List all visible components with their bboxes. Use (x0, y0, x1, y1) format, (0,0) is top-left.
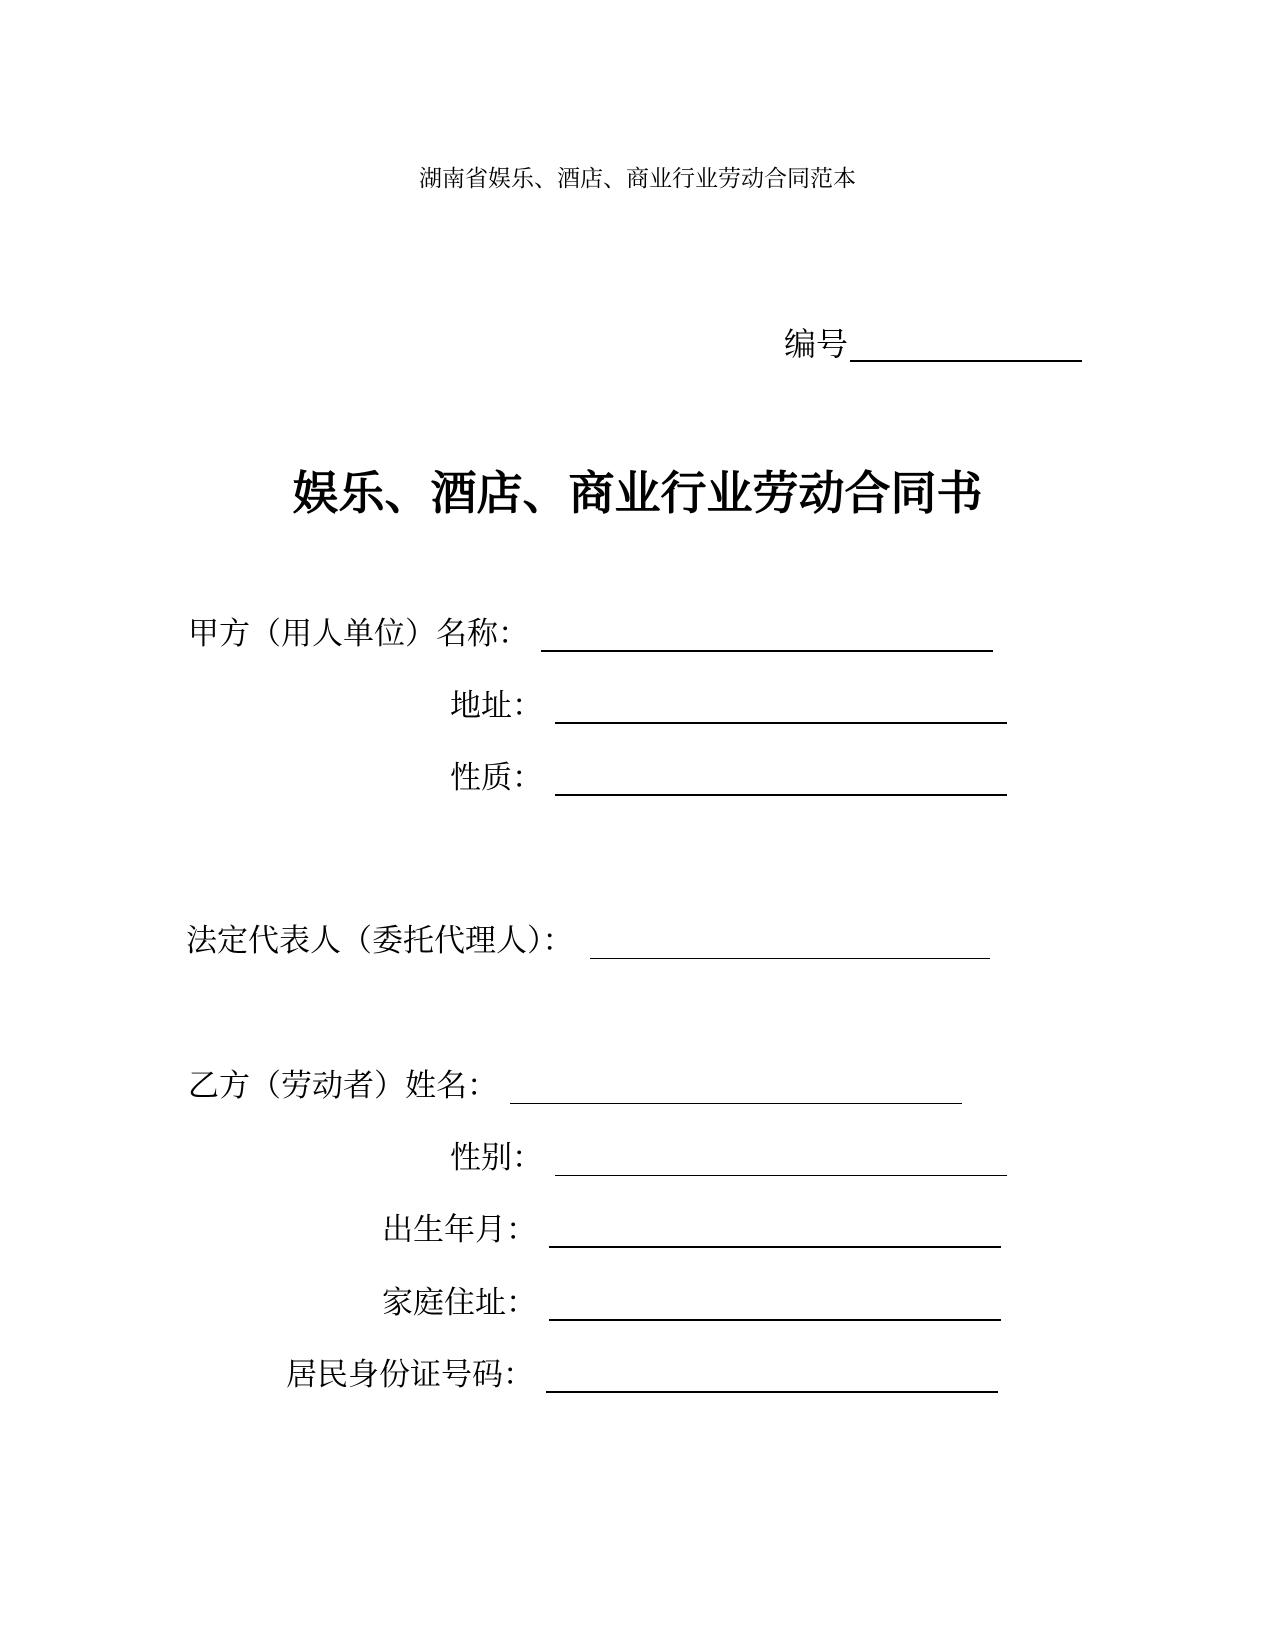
party-a-name-label: 甲方（用人单位）名称： (188, 616, 529, 652)
representative-label: 法定代表人（委托代理人）： (186, 923, 574, 959)
party-b-id-blank[interactable] (546, 1355, 998, 1393)
number-label: 编号 (784, 325, 849, 363)
party-b-birth-label: 出生年月： (382, 1212, 537, 1248)
party-a-address-field (450, 684, 1007, 724)
header-title: 湖南省娱乐、酒店、商业行业劳动合同范本 (419, 166, 856, 192)
party-a-name-blank[interactable] (541, 614, 993, 652)
main-title: 娱乐、酒店、商业行业劳动合同书 (292, 466, 983, 520)
party-a-nature-blank[interactable] (555, 758, 1007, 796)
party-b-gender-label: 性别： (450, 1140, 543, 1176)
party-a-address-label: 地址： (450, 688, 543, 724)
party-b-name-blank[interactable] (510, 1067, 962, 1104)
contract-number-row (784, 322, 1082, 362)
party-a-nature-label: 性质： (450, 760, 543, 796)
party-b-home-address-label: 家庭住址： (382, 1285, 537, 1321)
party-a-name-field (188, 612, 993, 652)
party-b-home-address-field (382, 1281, 1001, 1321)
party-a-address-blank[interactable] (555, 686, 1007, 724)
party-b-id-field (286, 1353, 998, 1393)
party-b-gender-blank[interactable] (555, 1139, 1007, 1176)
party-b-birth-field (382, 1208, 1001, 1248)
representative-field (186, 919, 990, 959)
party-b-gender-field (450, 1136, 1007, 1176)
party-b-id-label: 居民身份证号码： (286, 1357, 534, 1393)
party-b-name-label: 乙方（劳动者）姓名： (188, 1068, 498, 1104)
party-b-birth-blank[interactable] (549, 1210, 1001, 1248)
party-a-nature-field (450, 756, 1007, 796)
party-b-name-field (188, 1064, 962, 1104)
party-b-home-address-blank[interactable] (549, 1283, 1001, 1321)
representative-blank[interactable] (590, 922, 990, 959)
number-blank-line[interactable] (850, 324, 1082, 362)
